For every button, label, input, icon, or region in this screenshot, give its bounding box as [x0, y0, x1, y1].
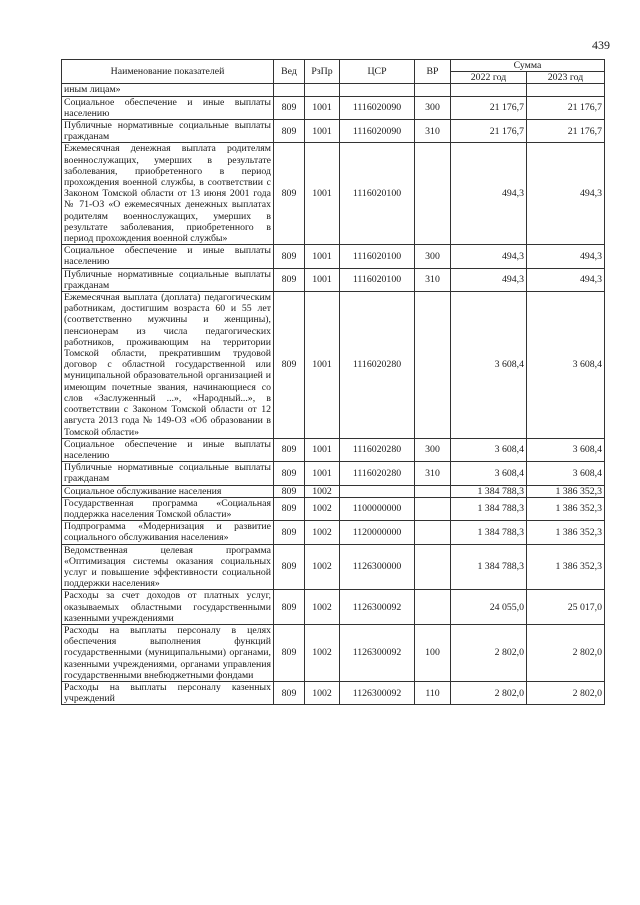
cell-y1: 1 384 788,3	[451, 544, 527, 590]
cell-vr: 100	[415, 624, 451, 681]
table-row	[62, 485, 605, 497]
cell-name: Ежемесячная денежная выплата родителям военнослужащих, умерших в результате заболевания, приобретенного в период прохождения военной службы, в соответствии с Законом Томской области от 13 июня 2001 года № 71-ОЗ «О ежемесячных денежных выплатах родителям военнослужащих, умерших в результате заболевания, приобретенного в период прохождения военной службы»	[62, 143, 274, 245]
header-year-2023: 2023 год	[527, 72, 605, 84]
cell-y2: 494,3	[527, 245, 605, 268]
cell-csr	[340, 485, 415, 497]
cell-vr	[415, 143, 451, 245]
cell-rzpr: 1001	[305, 96, 340, 119]
cell-y2: 1 386 352,3	[527, 521, 605, 544]
cell-y1	[451, 84, 527, 96]
cell-name: Публичные нормативные социальные выплаты гражданам	[62, 120, 274, 143]
cell-vr: 300	[415, 96, 451, 119]
cell-ved: 809	[274, 521, 305, 544]
cell-y2: 25 017,0	[527, 590, 605, 625]
cell-vr: 310	[415, 462, 451, 485]
cell-name: Социальное обеспечение и иные выплаты населению	[62, 96, 274, 119]
cell-ved: 809	[274, 590, 305, 625]
cell-name: Подпрограмма «Модернизация и развитие социального обслуживания населения»	[62, 521, 274, 544]
cell-y1: 2 802,0	[451, 681, 527, 704]
cell-ved: 809	[274, 120, 305, 143]
page-number: 439	[592, 38, 610, 52]
cell-vr: 300	[415, 245, 451, 268]
cell-y2: 2 802,0	[527, 681, 605, 704]
cell-y2: 494,3	[527, 143, 605, 245]
table-row	[62, 245, 605, 268]
cell-vr	[415, 590, 451, 625]
cell-ved: 809	[274, 462, 305, 485]
cell-rzpr: 1002	[305, 681, 340, 704]
cell-y1: 21 176,7	[451, 96, 527, 119]
header-sum: Сумма	[451, 60, 605, 72]
header-csr: ЦСР	[340, 60, 415, 84]
cell-y2: 21 176,7	[527, 120, 605, 143]
cell-rzpr: 1002	[305, 544, 340, 590]
cell-ved: 809	[274, 497, 305, 520]
cell-name: Социальное обеспечение и иные выплаты населению	[62, 245, 274, 268]
cell-rzpr: 1002	[305, 521, 340, 544]
header-name: Наименование показателей	[62, 60, 274, 84]
cell-ved: 809	[274, 544, 305, 590]
cell-ved: 809	[274, 624, 305, 681]
table-row	[62, 521, 605, 544]
cell-y1: 494,3	[451, 245, 527, 268]
cell-vr	[415, 292, 451, 439]
cell-vr	[415, 84, 451, 96]
cell-y2: 1 386 352,3	[527, 497, 605, 520]
table-row	[62, 292, 605, 439]
cell-rzpr	[305, 84, 340, 96]
cell-ved: 809	[274, 245, 305, 268]
cell-csr: 1126300092	[340, 624, 415, 681]
cell-rzpr: 1001	[305, 292, 340, 439]
cell-y1: 21 176,7	[451, 120, 527, 143]
table-row	[62, 438, 605, 461]
cell-csr: 1126300092	[340, 681, 415, 704]
cell-vr	[415, 497, 451, 520]
cell-vr: 300	[415, 438, 451, 461]
table-row	[62, 84, 605, 96]
cell-y1: 3 608,4	[451, 292, 527, 439]
table-row	[62, 590, 605, 625]
cell-csr: 1116020100	[340, 143, 415, 245]
cell-name: Государственная программа «Социальная поддержка населения Томской области»	[62, 497, 274, 520]
cell-name: иным лицам»	[62, 84, 274, 96]
cell-name: Ведомственная целевая программа «Оптимизация системы оказания социальных услуг и повышение эффективности социальной поддержки населения»	[62, 544, 274, 590]
cell-y2: 21 176,7	[527, 96, 605, 119]
cell-csr: 1126300092	[340, 590, 415, 625]
cell-name: Публичные нормативные социальные выплаты гражданам	[62, 462, 274, 485]
cell-vr: 110	[415, 681, 451, 704]
cell-y2: 3 608,4	[527, 292, 605, 439]
cell-ved: 809	[274, 96, 305, 119]
cell-y2: 1 386 352,3	[527, 544, 605, 590]
cell-vr: 310	[415, 268, 451, 291]
table-row	[62, 143, 605, 245]
table-row	[62, 544, 605, 590]
cell-y2: 3 608,4	[527, 462, 605, 485]
cell-ved: 809	[274, 438, 305, 461]
cell-name: Расходы за счет доходов от платных услуг, оказываемых областными государственными казенными учреждениями	[62, 590, 274, 625]
cell-y1: 494,3	[451, 143, 527, 245]
cell-ved: 809	[274, 292, 305, 439]
header-rzpr: РзПр	[305, 60, 340, 84]
cell-y2: 494,3	[527, 268, 605, 291]
cell-rzpr: 1001	[305, 268, 340, 291]
cell-y2	[527, 84, 605, 96]
table-row	[62, 462, 605, 485]
cell-ved: 809	[274, 681, 305, 704]
cell-name: Публичные нормативные социальные выплаты гражданам	[62, 268, 274, 291]
cell-y2: 3 608,4	[527, 438, 605, 461]
cell-name: Расходы на выплаты персоналу казенных учреждений	[62, 681, 274, 704]
budget-table	[61, 59, 605, 705]
cell-y1: 1 384 788,3	[451, 521, 527, 544]
cell-csr: 1116020100	[340, 268, 415, 291]
table-row	[62, 120, 605, 143]
cell-rzpr: 1002	[305, 590, 340, 625]
table-row	[62, 624, 605, 681]
cell-ved	[274, 84, 305, 96]
cell-csr: 1100000000	[340, 497, 415, 520]
cell-csr: 1120000000	[340, 521, 415, 544]
cell-csr: 1116020090	[340, 96, 415, 119]
cell-csr: 1116020280	[340, 292, 415, 439]
cell-y1: 2 802,0	[451, 624, 527, 681]
cell-y1: 494,3	[451, 268, 527, 291]
cell-y1: 1 384 788,3	[451, 485, 527, 497]
cell-ved: 809	[274, 143, 305, 245]
cell-csr: 1126300000	[340, 544, 415, 590]
cell-name: Социальное обслуживание населения	[62, 485, 274, 497]
cell-csr: 1116020280	[340, 438, 415, 461]
cell-y1: 3 608,4	[451, 462, 527, 485]
cell-vr	[415, 521, 451, 544]
table-row	[62, 96, 605, 119]
header-vr: ВР	[415, 60, 451, 84]
header-year-2022: 2022 год	[451, 72, 527, 84]
cell-rzpr: 1001	[305, 120, 340, 143]
cell-vr	[415, 485, 451, 497]
table-row	[62, 681, 605, 704]
cell-name: Социальное обеспечение и иные выплаты населению	[62, 438, 274, 461]
cell-name: Ежемесячная выплата (доплата) педагогическим работникам, достигшим возраста 60 и 55 лет (соответственно мужчины и женщины), пенсионерам из числа педагогических работников, проживающим на территории Томской области, прекратившим трудовой договор с областной государственной или муниципальной образовательной организацией и имеющим почетные звания, начинающиеся со слов «Заслуженный ...», «Народный...», в соответствии с Законом Томской области от 12 августа 2013 года № 149-ОЗ «Об образовании в Томской области»	[62, 292, 274, 439]
cell-rzpr: 1002	[305, 624, 340, 681]
cell-y1: 1 384 788,3	[451, 497, 527, 520]
cell-y2: 1 386 352,3	[527, 485, 605, 497]
cell-vr: 310	[415, 120, 451, 143]
cell-csr: 1116020100	[340, 245, 415, 268]
cell-ved: 809	[274, 485, 305, 497]
cell-rzpr: 1002	[305, 497, 340, 520]
cell-y1: 3 608,4	[451, 438, 527, 461]
cell-y1: 24 055,0	[451, 590, 527, 625]
cell-vr	[415, 544, 451, 590]
cell-rzpr: 1002	[305, 485, 340, 497]
cell-rzpr: 1001	[305, 143, 340, 245]
cell-y2: 2 802,0	[527, 624, 605, 681]
cell-csr: 1116020090	[340, 120, 415, 143]
cell-rzpr: 1001	[305, 245, 340, 268]
cell-csr	[340, 84, 415, 96]
header-ved: Вед	[274, 60, 305, 84]
table-row	[62, 268, 605, 291]
table-row	[62, 497, 605, 520]
cell-rzpr: 1001	[305, 438, 340, 461]
cell-name: Расходы на выплаты персоналу в целях обеспечения выполнения функций государственными (муниципальными) органами, казенными учреждениями, органами управления государственными внебюджетными фондами	[62, 624, 274, 681]
cell-rzpr: 1001	[305, 462, 340, 485]
cell-csr: 1116020280	[340, 462, 415, 485]
cell-ved: 809	[274, 268, 305, 291]
